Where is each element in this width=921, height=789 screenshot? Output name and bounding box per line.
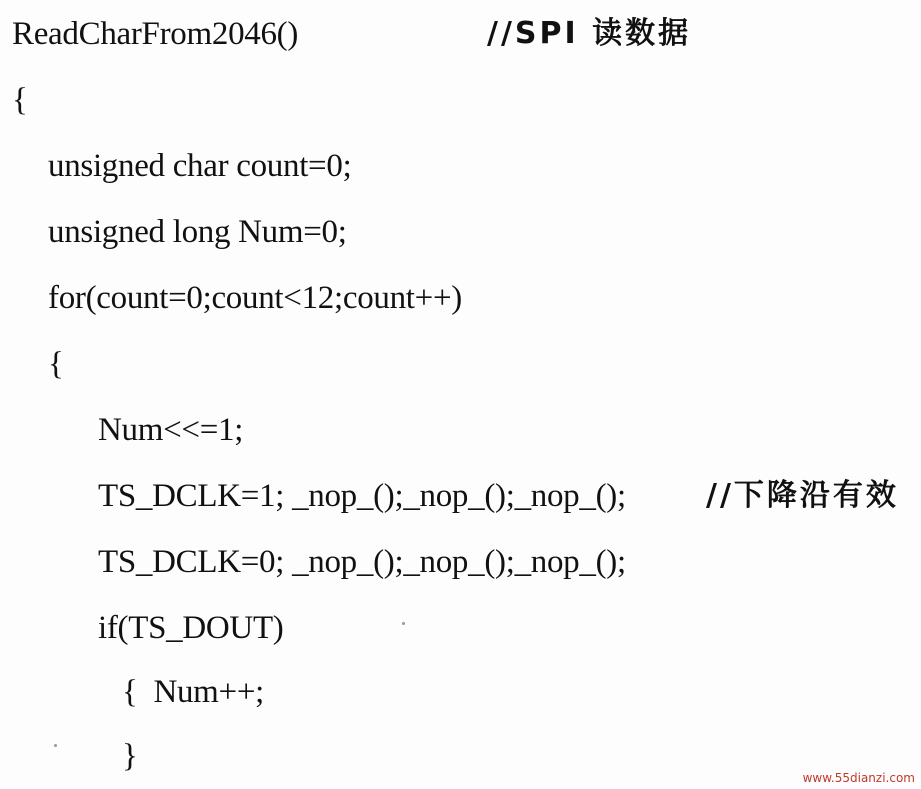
- code-line-for-loop: for(count=0;count<12;count++): [48, 280, 462, 316]
- code-comment-spi-read: //SPI 读数据: [487, 16, 692, 51]
- code-line-dclk-high: TS_DCLK=1; _nop_();_nop_();_nop_();: [98, 478, 626, 514]
- watermark: www.55dianzi.com: [802, 771, 915, 785]
- scan-speck: [402, 622, 405, 625]
- code-line-num-increment: { Num++;: [122, 674, 265, 710]
- code-line-num-decl: unsigned long Num=0;: [48, 214, 347, 250]
- code-line-function-signature: ReadCharFrom2046(): [12, 16, 299, 52]
- code-line-if-dout: if(TS_DOUT): [98, 610, 284, 646]
- code-line-loop-open-brace: {: [48, 346, 64, 382]
- scan-speck: [54, 744, 57, 747]
- code-comment-falling-edge: //下降沿有效: [706, 478, 899, 513]
- code-line-count-decl: unsigned char count=0;: [48, 148, 352, 184]
- code-line-dclk-low: TS_DCLK=0; _nop_();_nop_();_nop_();: [98, 544, 626, 580]
- code-line-num-shift: Num<<=1;: [98, 412, 244, 448]
- code-line-close-brace: }: [122, 738, 138, 774]
- code-line-open-brace: {: [12, 82, 28, 118]
